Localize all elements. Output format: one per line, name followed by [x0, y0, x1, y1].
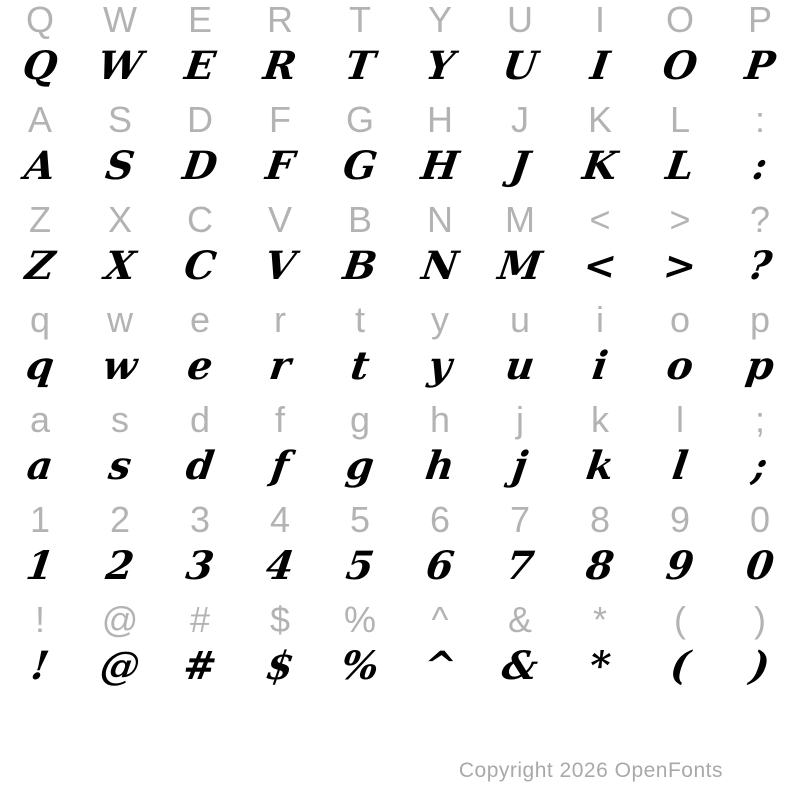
- glyph-cell: P: [742, 42, 778, 89]
- glyph-cell: 7: [509, 499, 531, 540]
- glyph-pair-uppercase-home-row: [0, 100, 800, 200]
- glyph-cell: i: [589, 342, 611, 389]
- copyright-text: Copyright 2026 OpenFonts: [458, 759, 723, 782]
- glyph-cell: 8: [589, 499, 611, 540]
- glyph-cell: q: [29, 299, 51, 340]
- glyph-cell: !: [28, 642, 52, 689]
- glyph-cell: H: [418, 142, 462, 189]
- glyph-cell: t: [354, 299, 365, 340]
- glyph-cell: 7: [503, 542, 537, 589]
- glyph-cell: M: [505, 199, 535, 240]
- glyph-cell: M: [495, 242, 545, 289]
- glyph-row-reference: [0, 400, 800, 440]
- glyph-cell: K: [587, 99, 612, 140]
- glyph-cell: V: [267, 199, 292, 240]
- glyph-cell: ^: [420, 642, 460, 689]
- glyph-cell: ?: [749, 199, 771, 240]
- glyph-row-reference: [0, 200, 800, 240]
- glyph-cell: a: [24, 442, 56, 489]
- glyph-cell: A: [21, 142, 59, 189]
- glyph-cell: W: [94, 42, 146, 89]
- glyph-cell: <: [580, 242, 620, 289]
- glyph-cell: r: [266, 342, 294, 389]
- glyph-cell: h: [422, 442, 458, 489]
- glyph-cell: y: [425, 342, 455, 389]
- glyph-cell: J: [507, 142, 533, 189]
- glyph-cell: *: [586, 642, 614, 689]
- glyph-pair-uppercase-bottom-row: [0, 200, 800, 300]
- glyph-cell: R: [260, 42, 300, 89]
- glyph-cell: 9: [669, 499, 691, 540]
- glyph-cell: U: [507, 0, 533, 40]
- glyph-cell: W: [103, 0, 137, 40]
- glyph-cell: i: [596, 299, 604, 340]
- glyph-cell: p: [743, 342, 777, 389]
- glyph-cell: B: [340, 242, 380, 289]
- glyph-cell: p: [749, 299, 771, 340]
- glyph-cell: Q: [19, 42, 61, 89]
- glyph-row-preview: [0, 240, 800, 292]
- glyph-cell: j: [516, 399, 524, 440]
- glyph-cell: ;: [749, 442, 771, 489]
- glyph-cell: 5: [343, 542, 377, 589]
- glyph-cell: l: [676, 399, 684, 440]
- glyph-row-preview: [0, 640, 800, 692]
- glyph-cell: ): [747, 642, 773, 689]
- glyph-cell: ?: [745, 242, 775, 289]
- glyph-cell: e: [184, 342, 216, 389]
- glyph-cell: Z: [29, 199, 51, 240]
- glyph-cell: 6: [423, 542, 457, 589]
- glyph-cell: (: [667, 642, 693, 689]
- glyph-row-preview: [0, 140, 800, 192]
- glyph-row-preview: [0, 540, 800, 592]
- glyph-cell: s: [111, 399, 129, 440]
- glyph-cell: 3: [189, 499, 211, 540]
- glyph-cell: I: [594, 0, 605, 40]
- glyph-cell: j: [509, 442, 531, 489]
- glyph-cell: g: [343, 442, 377, 489]
- glyph-pair-uppercase-top-row: [0, 0, 800, 100]
- glyph-cell: T: [349, 0, 371, 40]
- glyph-pair-lowercase-home-row: [0, 400, 800, 500]
- glyph-cell: #: [189, 599, 211, 640]
- glyph-cell: H: [427, 99, 453, 140]
- glyph-cell: I: [587, 42, 613, 89]
- glyph-cell: o: [669, 299, 691, 340]
- glyph-cell: F: [262, 142, 298, 189]
- glyph-row-preview: [0, 440, 800, 492]
- glyph-cell: D: [179, 142, 221, 189]
- glyph-row-reference: [0, 600, 800, 640]
- glyph-cell: E: [187, 0, 212, 40]
- glyph-cell: :: [754, 99, 765, 140]
- glyph-pair-symbols: [0, 600, 800, 700]
- glyph-cell: <: [589, 199, 611, 240]
- glyph-cell: S: [107, 99, 132, 140]
- glyph-cell: d: [183, 442, 217, 489]
- glyph-cell: L: [669, 99, 691, 140]
- glyph-cell: d: [189, 399, 211, 440]
- glyph-cell: @: [97, 642, 143, 689]
- glyph-row-reference: [0, 0, 800, 40]
- glyph-cell: T: [342, 42, 378, 89]
- glyph-pair-lowercase-top-row: [0, 300, 800, 400]
- glyph-cell: u: [509, 299, 531, 340]
- glyph-cell: D: [187, 99, 213, 140]
- glyph-row-preview: [0, 40, 800, 92]
- glyph-cell: R: [267, 0, 293, 40]
- glyph-cell: Z: [22, 242, 58, 289]
- glyph-cell: @: [101, 599, 139, 640]
- glyph-pair-digits: [0, 500, 800, 600]
- glyph-cell: 4: [269, 499, 291, 540]
- glyph-cell: F: [269, 99, 291, 140]
- glyph-cell: %: [338, 642, 382, 689]
- glyph-cell: Q: [25, 0, 54, 40]
- glyph-cell: X: [101, 242, 139, 289]
- glyph-row-reference: [0, 100, 800, 140]
- glyph-cell: ;: [754, 399, 765, 440]
- glyph-cell: &: [507, 599, 532, 640]
- glyph-cell: 5: [349, 499, 371, 540]
- glyph-cell: V: [261, 242, 299, 289]
- glyph-row-reference: [0, 500, 800, 540]
- glyph-cell: 0: [743, 542, 777, 589]
- glyph-cell: N: [419, 242, 462, 289]
- glyph-cell: $: [263, 642, 297, 689]
- glyph-cell: J: [511, 99, 529, 140]
- glyph-cell: N: [427, 199, 453, 240]
- glyph-cell: C: [187, 199, 213, 240]
- glyph-cell: *: [592, 599, 607, 640]
- glyph-cell: G: [340, 142, 380, 189]
- glyph-cell: B: [347, 199, 372, 240]
- glyph-cell: !: [34, 599, 45, 640]
- glyph-cell: Y: [422, 42, 458, 89]
- glyph-cell: k: [583, 442, 617, 489]
- glyph-cell: C: [181, 242, 219, 289]
- glyph-cell: 1: [23, 542, 57, 589]
- glyph-cell: P: [747, 0, 772, 40]
- glyph-cell: >: [660, 242, 700, 289]
- glyph-cell: 8: [583, 542, 617, 589]
- glyph-row-preview: [0, 340, 800, 392]
- glyph-cell: h: [429, 399, 451, 440]
- glyph-cell: r: [274, 299, 286, 340]
- glyph-cell: (: [674, 599, 686, 640]
- glyph-row-reference: [0, 300, 800, 340]
- glyph-cell: s: [105, 442, 135, 489]
- glyph-cell: w: [107, 299, 133, 340]
- glyph-cell: &: [499, 642, 541, 689]
- glyph-cell: K: [579, 142, 621, 189]
- glyph-cell: 2: [103, 542, 137, 589]
- glyph-cell: %: [343, 599, 376, 640]
- glyph-cell: O: [665, 0, 694, 40]
- glyph-cell: 6: [429, 499, 451, 540]
- glyph-cell: y: [431, 299, 449, 340]
- glyph-cell: f: [268, 442, 292, 489]
- glyph-cell: G: [345, 99, 374, 140]
- glyph-cell: >: [669, 199, 691, 240]
- glyph-cell: X: [107, 199, 132, 240]
- glyph-cell: g: [349, 399, 371, 440]
- glyph-cell: ): [754, 599, 766, 640]
- glyph-cell: 3: [183, 542, 217, 589]
- glyph-cell: a: [29, 399, 51, 440]
- glyph-cell: L: [663, 142, 698, 189]
- glyph-cell: k: [591, 399, 609, 440]
- glyph-cell: A: [27, 99, 52, 140]
- glyph-cell: 0: [749, 499, 771, 540]
- glyph-cell: l: [669, 442, 691, 489]
- glyph-cell: 2: [109, 499, 131, 540]
- glyph-cell: o: [663, 342, 697, 389]
- glyph-cell: :: [749, 142, 771, 189]
- glyph-cell: 4: [263, 542, 297, 589]
- glyph-cell: Y: [427, 0, 452, 40]
- glyph-cell: #: [180, 642, 220, 689]
- glyph-cell: 9: [663, 542, 697, 589]
- glyph-cell: w: [100, 342, 141, 389]
- glyph-cell: f: [274, 399, 285, 440]
- glyph-cell: E: [181, 42, 219, 89]
- glyph-cell: U: [499, 42, 541, 89]
- glyph-cell: q: [23, 342, 57, 389]
- glyph-cell: ^: [431, 599, 449, 640]
- glyph-cell: 1: [29, 499, 51, 540]
- glyph-cell: O: [659, 42, 701, 89]
- glyph-cell: t: [347, 342, 373, 389]
- glyph-cell: u: [502, 342, 538, 389]
- glyph-cell: S: [102, 142, 138, 189]
- glyph-cell: e: [189, 299, 211, 340]
- glyph-cell: $: [269, 599, 291, 640]
